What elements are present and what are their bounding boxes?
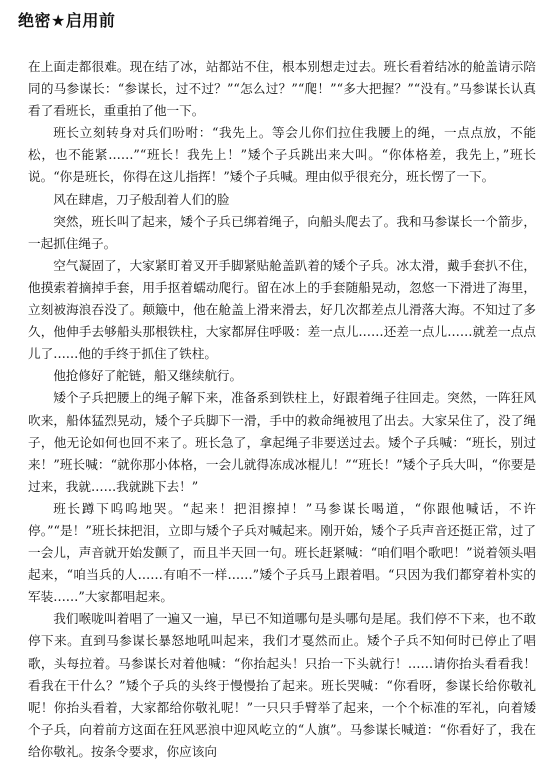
paragraph-7: 矮个子兵把腰上的绳子解下来，准备系到铁柱上，好跟着绳子往回走。突然，一阵狂风吹来，船体猛烈晃动，矮个子兵脚下一滑，手中的救命绳被甩了出去。大家呆住了，没了绳子，他无论如何也回不来了。班长急了，拿起绳子非要送过去。矮个子兵喊：“班长，别过来！”班长喊：“就你那小体格，一会儿就得冻成冰棍儿！”“班长！”矮个子兵大叫，“你要是过来，我就……我就跳下去！” bbox=[28, 390, 536, 494]
paragraph-9: 我们喉咙叫着唱了一遍又一遍，早已不知道哪句是头哪句是尾。我们停不下来，也不敢停下来。直到马参谋长暴怒地吼叫起来，我们才戛然而止。矮个子兵不知何时已停止了唱歌，头每拉着。马参谋长对着他喊：“你抬起头！只抬一下头就行！……请你抬头看看我！看我在干什么？”矮个子兵的头终于慢慢抬了起来。班长哭喊：“你看呀，参谋长给你敬礼呢！你抬头看着，大家都给你敬礼呢！”一只只手臂举了起来，一个个标准的军礼，向着矮个子兵，向着前方这面在狂风恶浪中迎风屹立的“人旗”。马参谋长喊道：“你看好了，我在给你敬礼。按条令要求，你应该向 bbox=[28, 611, 536, 759]
paragraph-5: 空气凝固了，大家紧盯着叉开手脚紧贴舱盖趴着的矮个子兵。冰太滑，戴手套扒不住，他摸索着摘掉手套，用手抠着蠕动爬行。留在冰上的手套随船晃动，忽悠一下滑进了海里，立刻被海浪吞没了。颠簸中，他在舱盖上滑来滑去，好几次都差点儿滑落大海。不知过了多久，他伸手去够船头那根铁柱，大家都屏住呼吸：差一点儿……还差一点儿……就差一点点儿了……他的手终于抓住了铁柱。 bbox=[28, 257, 536, 362]
paragraph-8: 班长蹲下呜呜地哭。“起来！把泪擦掉！”马参谋长喝道，“你跟他喊话，不许停。”“是！”班长抹把泪，立即与矮个子兵对喊起来。刚开始，矮个子兵声音还挺正常，过了一会儿，声音就开始发颤了，而且半天回一句。班长赶紧喊：“咱们唱个歌吧！”说着领头唱起来，“咱当兵的人……有咱不一样……”矮个子兵马上跟着唱。“只因为我们都穿着朴实的军装……”大家都唱起来。 bbox=[28, 500, 536, 605]
paragraph-6: 他抢修好了舵链，船又继续航行。 bbox=[53, 368, 243, 384]
article-body bbox=[28, 56, 536, 763]
paragraph-2: 班长立刻转身对兵们吩咐：“我先上。等会儿你们拉住我腰上的绳，一点点放，不能松，也不能紧……”“班长！我先上！”矮个子兵跳出来大叫。“你体格差，我先上，”班长说。“你是班长，你得在这儿指挥！”矮个子兵喊。理由似乎很充分，班长愣了一下。 bbox=[28, 125, 536, 185]
paragraph-4: 突然，班长叫了起来，矮个子兵已绑着绳子，向船头爬去了。我和马参谋长一个箭步，一起抓住绳子。 bbox=[28, 213, 536, 251]
paragraph-1: 在上面走都很难。现在结了冰，站都站不住，根本别想走过去。班长看着结冰的舱盖请示陪同的马参谋长：“参谋长，过不过？”“怎么过？”“爬！”“多大把握？”“没有。”马参谋长认真看了看班长，重重拍了他一下。 bbox=[28, 59, 536, 119]
paragraph-3: 风在肆虐，刀子般刮着人们的脸 bbox=[53, 191, 230, 207]
confidential-header: 绝密★启用前 bbox=[18, 11, 116, 30]
